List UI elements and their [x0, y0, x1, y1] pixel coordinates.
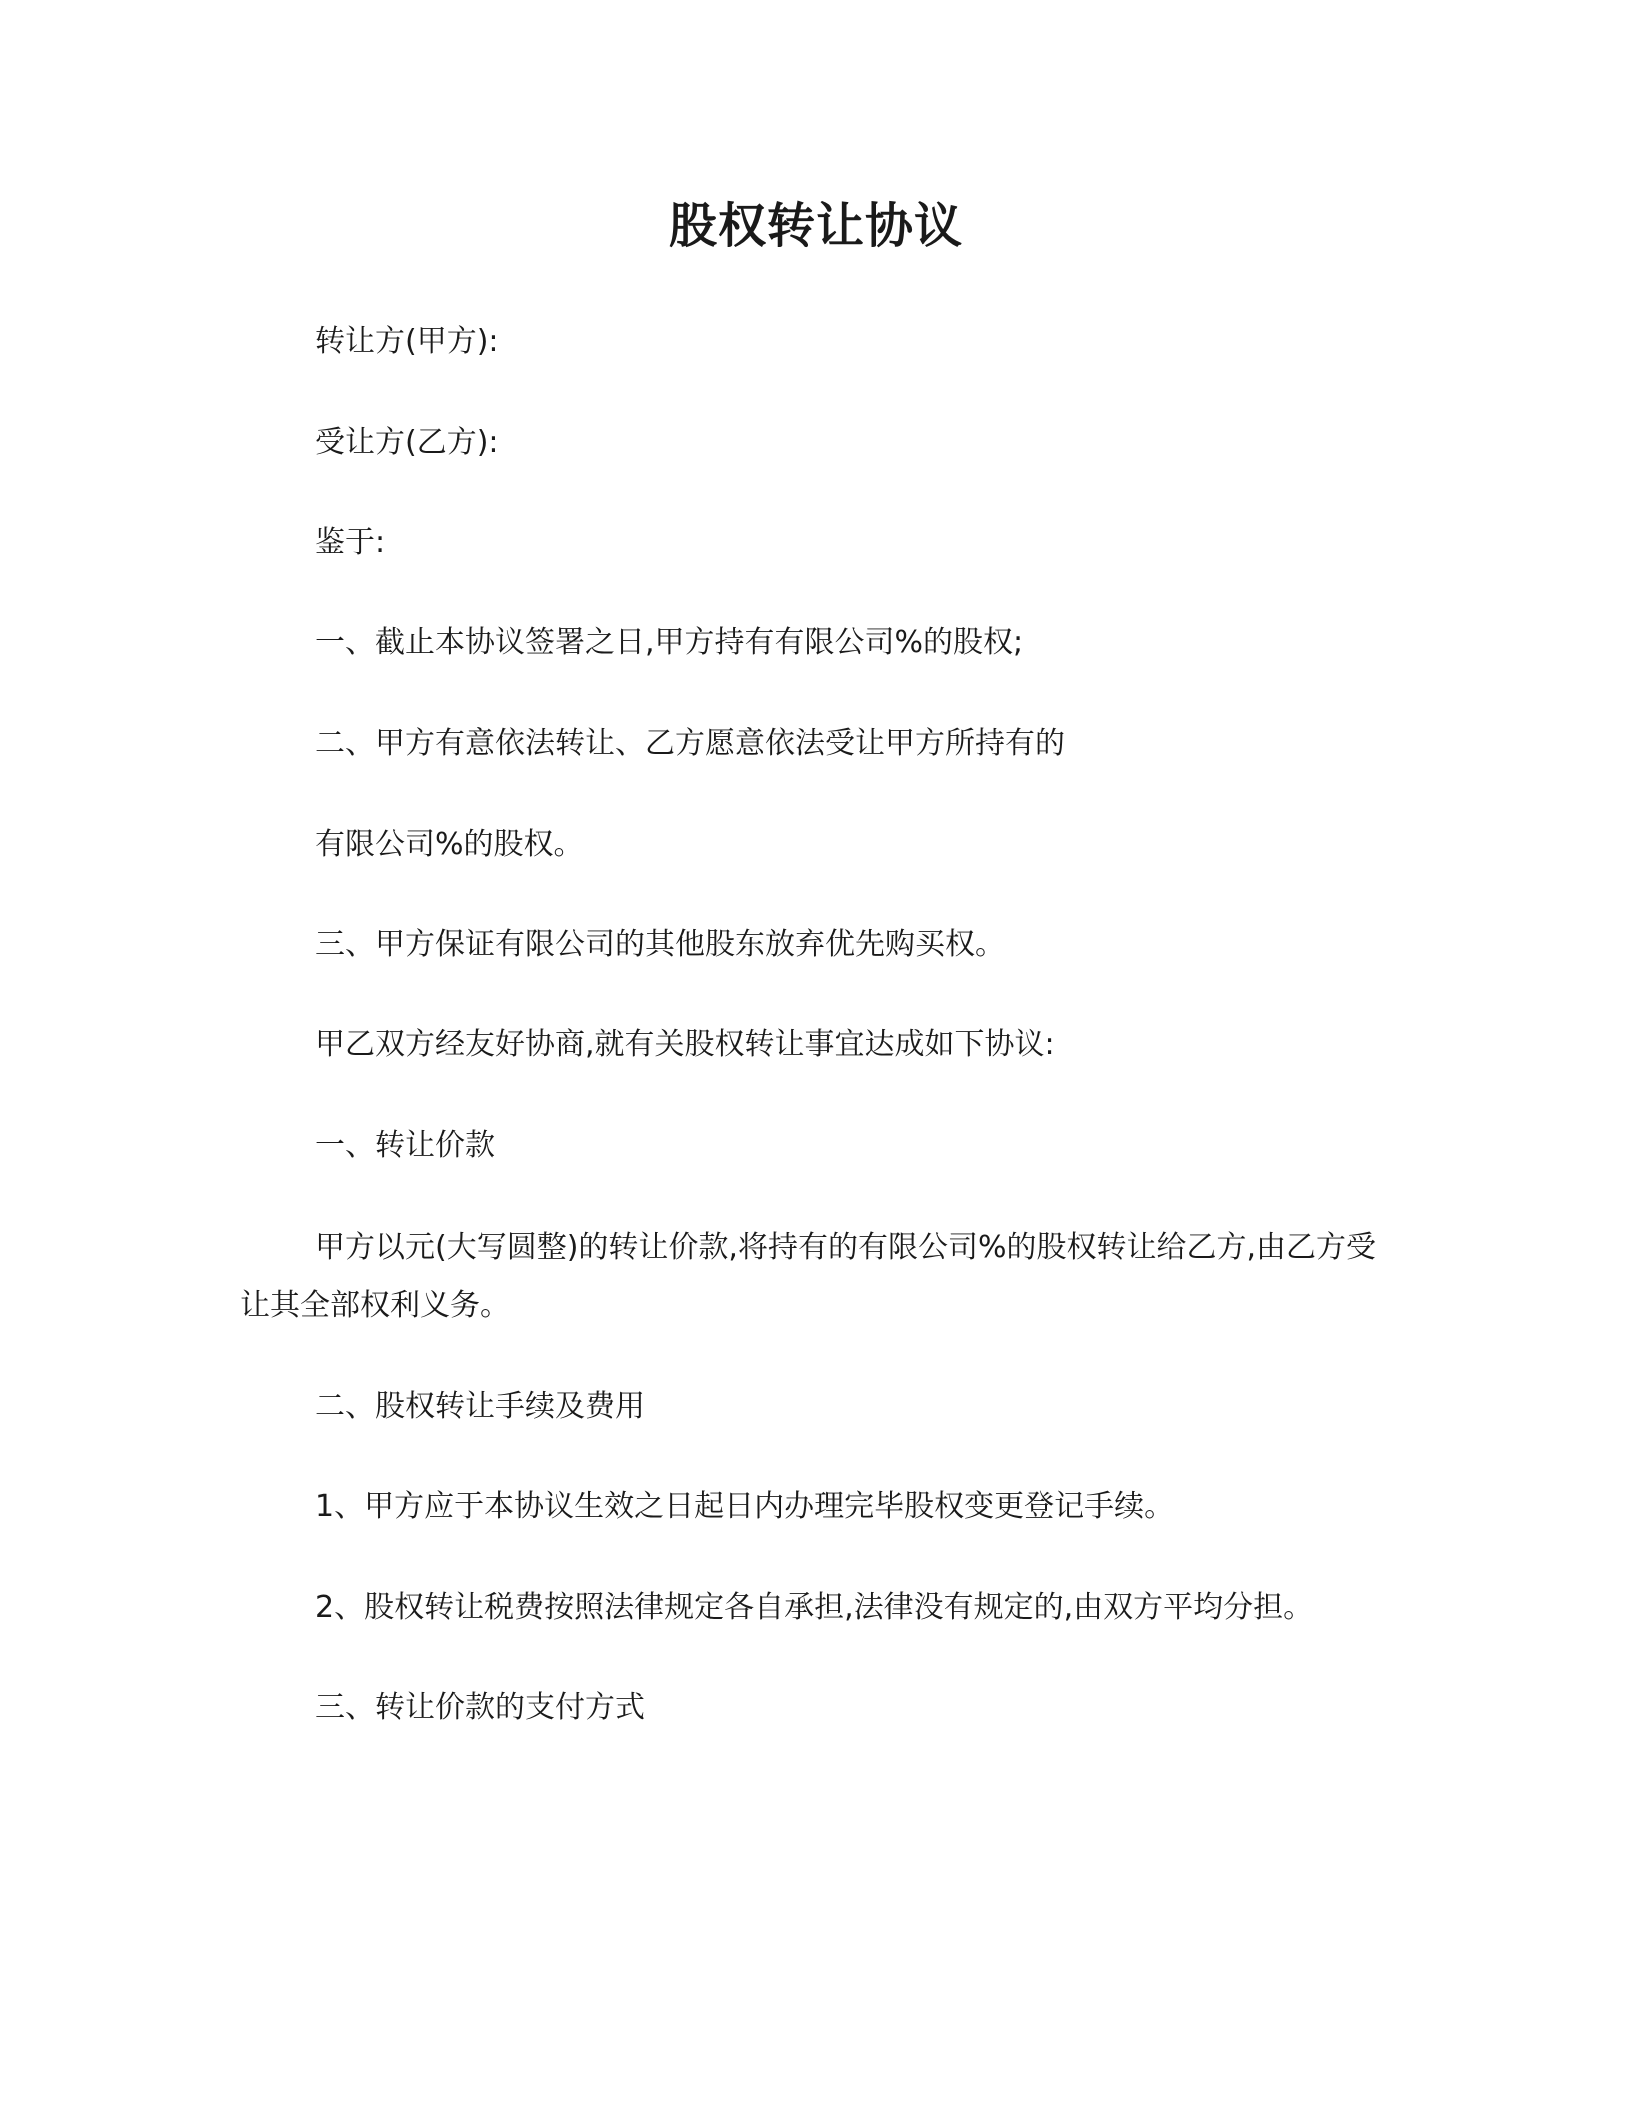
section-2-item-1: 1、甲方应于本协议生效之日起日内办理完毕股权变更登记手续。: [315, 1489, 1175, 1524]
section-1-heading: 一、转让价款: [315, 1128, 495, 1163]
recital-2-line-1: 二、甲方有意依法转让、乙方愿意依法受让甲方所持有的: [315, 726, 1065, 761]
recital-1: 一、截止本协议签署之日,甲方持有有限公司%的股权;: [315, 625, 1024, 660]
document-title: 股权转让协议: [668, 198, 963, 254]
section-2-heading: 二、股权转让手续及费用: [315, 1389, 645, 1424]
transferor-line: 转让方(甲方):: [315, 324, 499, 359]
section-2-item-2: 2、股权转让税费按照法律规定各自承担,法律没有规定的,由双方平均分担。: [315, 1590, 1314, 1625]
transferee-line: 受让方(乙方):: [315, 425, 499, 460]
whereas-line: 鉴于:: [315, 525, 386, 560]
agreement-intro: 甲乙双方经友好协商,就有关股权转让事宜达成如下协议:: [315, 1027, 1055, 1062]
section-1-body: 甲方以元(大写圆整)的转让价款,将持有的有限公司%的股权转让给乙方,由乙方受让其全部权利义务。: [240, 1230, 1376, 1323]
recital-3: 三、甲方保证有限公司的其他股东放弃优先购买权。: [315, 927, 1005, 962]
section-3-heading: 三、转让价款的支付方式: [315, 1690, 645, 1725]
recital-2-line-2: 有限公司%的股权。: [315, 827, 584, 862]
